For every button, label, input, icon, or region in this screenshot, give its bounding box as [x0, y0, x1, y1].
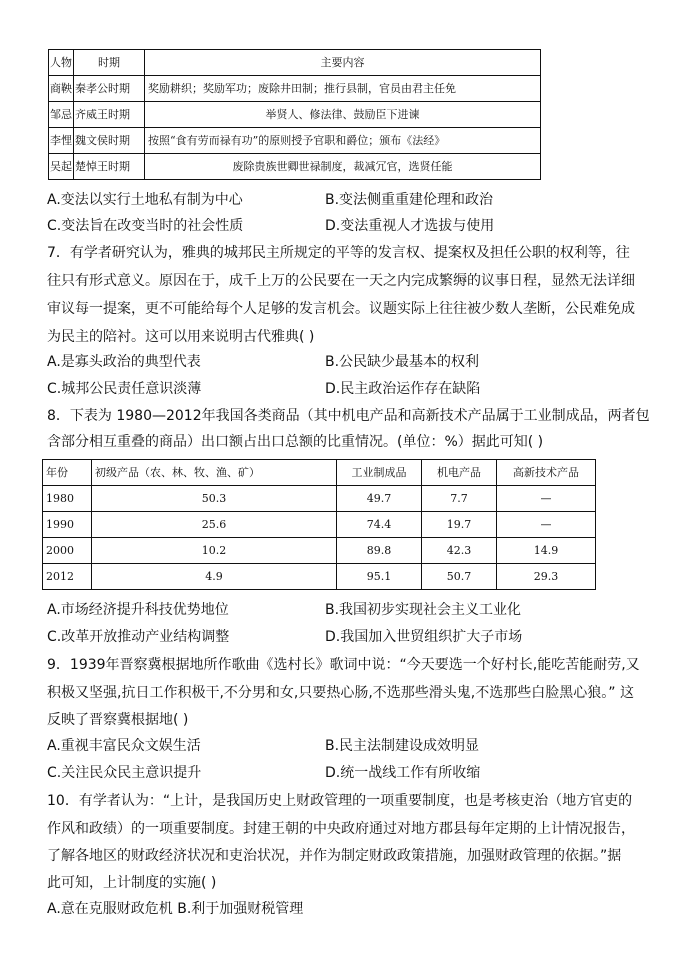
q8-text-line: 8．下表为 1980—2012年我国各类商品（其中机电产品和高新技术产品属于工业制成品，两者包 — [47, 408, 650, 424]
cell-value: 42.3 — [422, 538, 497, 564]
cell-year: 1990 — [43, 512, 92, 538]
header-hightech: 高新技术产品 — [497, 460, 596, 486]
table-row — [49, 128, 541, 154]
q10-options: A.意在克服财政危机 B.利于加强财税管理 — [47, 901, 304, 917]
table-row — [43, 486, 596, 512]
cell-value: 29.3 — [497, 564, 596, 590]
q8-option-d: D.我国加入世贸组织扩大子市场 — [325, 629, 523, 645]
cell-content: 奖励耕织；奖励军功；废除井田制；推行县制，官员由君主任免 — [145, 76, 541, 102]
cell-value: 95.1 — [337, 564, 422, 590]
cell-content: 按照“食有劳而禄有功”的原则授予官职和爵位；颁布《法经》 — [145, 128, 541, 154]
cell-value: — — [497, 486, 596, 512]
q10-text-line: 作风和政绩）的一项重要制度。封建王朝的中央政府通过对地方郡县每年定期的上计情况报告， — [47, 821, 635, 837]
header-person: 人物 — [49, 50, 74, 76]
cell-value: 89.8 — [337, 538, 422, 564]
header-year: 年份 — [43, 460, 92, 486]
cell-value: — — [497, 512, 596, 538]
q6-option-d: D.变法重视人才选拔与使用 — [325, 218, 495, 234]
cell-year: 2000 — [43, 538, 92, 564]
cell-value: 4.9 — [92, 564, 337, 590]
header-industrial: 工业制成品 — [337, 460, 422, 486]
cell-content: 举贤人、修法律、鼓励臣下进谏 — [145, 102, 541, 128]
q8-option-a: A.市场经济提升科技优势地位 — [47, 602, 229, 618]
cell-value: 19.7 — [422, 512, 497, 538]
q10-text-line: 10．有学者认为：“上计，是我国历史上财政管理的一项重要制度，也是考核吏治（地方官吏的 — [47, 793, 633, 809]
table-row — [49, 102, 541, 128]
cell-period: 魏文侯时期 — [74, 128, 145, 154]
cell-value: 25.6 — [92, 512, 337, 538]
table-row — [43, 512, 596, 538]
q7-option-d: D.民主政治运作存在缺陷 — [325, 381, 481, 397]
q10-text-line: 此可知，上计制度的实施( ) — [47, 875, 217, 891]
q8-text-line: 含部分相互重叠的商品）出口额占出口总额的比重情况。(单位：%）据此可知( ) — [47, 434, 544, 450]
cell-person: 邹忌 — [49, 102, 74, 128]
table-row — [43, 564, 596, 590]
cell-person: 李悝 — [49, 128, 74, 154]
q6-option-c: C.变法旨在改变当时的社会性质 — [47, 218, 244, 234]
cell-value: 10.2 — [92, 538, 337, 564]
cell-person: 吴起 — [49, 154, 74, 180]
cell-person: 商鞅 — [49, 76, 74, 102]
table-row — [43, 538, 596, 564]
q6-option-b: B.变法侧重重建伦理和政治 — [325, 192, 494, 208]
table-row — [49, 154, 541, 180]
cell-value: 50.3 — [92, 486, 337, 512]
table-header-row — [43, 460, 596, 486]
q10-text-line: 了解各地区的财政经济状况和吏治状况，并作为制定财政政策措施，加强财政管理的依据。”据 — [47, 848, 622, 864]
cell-value: 74.4 — [337, 512, 422, 538]
q9-text-line: 积极又坚强,抗日工作积极干,不分男和女,只要热心肠,不选那些滑头鬼,不选那些白脸黑心狼。” 这 — [47, 685, 634, 701]
reform-table — [48, 49, 541, 180]
q8-option-c: C.改革开放推动产业结构调整 — [47, 629, 230, 645]
header-period: 时期 — [74, 50, 145, 76]
q7-text-line: 审议每一提案，更不可能给每个人足够的发言机会。议题实际上往往被少数人垄断，公民难免成 — [47, 301, 635, 317]
cell-period: 齐威王时期 — [74, 102, 145, 128]
cell-period: 秦孝公时期 — [74, 76, 145, 102]
q9-option-c: C.关注民众民主意识提升 — [47, 765, 202, 781]
q6-option-a: A.变法以实行土地私有制为中心 — [47, 192, 243, 208]
cell-value: 49.7 — [337, 486, 422, 512]
q7-text-line: 为民主的陪衬。这可以用来说明古代雅典( ) — [47, 329, 315, 345]
cell-value: 50.7 — [422, 564, 497, 590]
q9-text-line: 9．1939年晋察冀根据地所作歌曲《选村长》歌词中说：“今天要选一个好村长,能吃苦能耐劳,又 — [47, 657, 640, 673]
q7-option-a: A.是寡头政治的典型代表 — [47, 354, 201, 370]
header-primary: 初级产品（农、林、牧、渔、矿） — [92, 460, 337, 486]
table-header-row — [49, 50, 541, 76]
q8-option-b: B.我国初步实现社会主义工业化 — [325, 602, 522, 618]
q7-option-c: C.城邦公民责任意识淡薄 — [47, 381, 202, 397]
cell-period: 楚悼王时期 — [74, 154, 145, 180]
q7-text-line: 往只有形式意义。原因在于，成千上万的公民要在一天之内完成繁缛的议事日程，显然无法详细 — [47, 273, 635, 289]
header-electromech: 机电产品 — [422, 460, 497, 486]
cell-content: 废除贵族世卿世禄制度，裁减冗官，选贤任能 — [145, 154, 541, 180]
table-row — [49, 76, 541, 102]
q9-option-a: A.重视丰富民众文娱生活 — [47, 738, 201, 754]
cell-year: 2012 — [43, 564, 92, 590]
q9-text-line: 反映了晋察冀根据地( ) — [47, 712, 189, 728]
header-content: 主要内容 — [145, 50, 541, 76]
q7-text-line: 7．有学者研究认为，雅典的城邦民主所规定的平等的发言权、提案权及担任公职的权利等，往 — [47, 245, 630, 261]
cell-value: 14.9 — [497, 538, 596, 564]
q7-option-b: B.公民缺少最基本的权利 — [325, 354, 480, 370]
q9-option-b: B.民主法制建设成效明显 — [325, 738, 480, 754]
export-share-table — [42, 459, 596, 590]
q9-option-d: D.统一战线工作有所收缩 — [325, 765, 481, 781]
cell-value: 7.7 — [422, 486, 497, 512]
cell-year: 1980 — [43, 486, 92, 512]
